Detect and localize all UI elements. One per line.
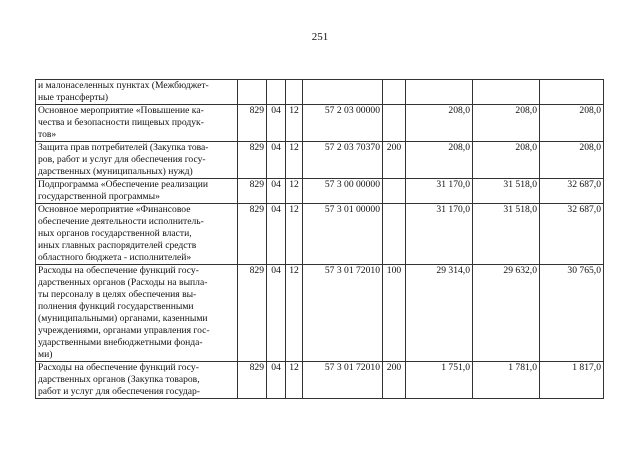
subsection-code-cell: 12 [286,105,303,142]
amount-year1-cell: 208,0 [406,105,473,142]
target-article-cell: 57 3 00 00000 [303,179,383,204]
target-article-cell: 57 3 01 00000 [303,204,383,265]
item-name-cell [36,142,238,179]
item-name-line: дарственных (муниципальных) нужд) [38,166,193,177]
item-name-line: Защита прав потребителей (Закупка това- [38,142,209,153]
target-article-cell: 57 2 03 00000 [303,105,383,142]
subsection-code-cell [286,80,303,105]
expense-type-cell [383,204,406,265]
item-name-line: ты персоналу в целях обеспечения вы- [38,289,197,300]
expense-type-cell [383,179,406,204]
item-name-line: Расходы на обеспечение функций госу- [38,362,199,373]
amount-year2-cell: 31 518,0 [473,179,540,204]
ministry-code-cell: 829 [238,204,267,265]
target-article-cell: 57 3 01 72010 [303,362,383,399]
section-code-cell: 04 [267,179,286,204]
item-name-line: дарственных органов (Расходы на выпла- [38,277,208,288]
amount-year1-cell: 1 751,0 [406,362,473,399]
item-name-line: и малонаселенных пунктах (Межбюджет- [38,80,209,91]
item-name-line: учреждениями, органами управления гос- [38,325,210,336]
amount-year3-cell: 1 817,0 [540,362,604,399]
item-name-cell [36,265,238,362]
target-article-cell [303,80,383,105]
table-row [36,265,604,362]
section-code-cell: 04 [267,105,286,142]
amount-year3-cell: 32 687,0 [540,204,604,265]
amount-year1-cell [406,80,473,105]
item-name-cell [36,80,238,105]
amount-year3-cell [540,80,604,105]
subsection-code-cell: 12 [286,265,303,362]
amount-year1-cell: 31 170,0 [406,179,473,204]
budget-table [35,79,604,399]
target-article-cell: 57 3 01 72010 [303,265,383,362]
item-name-line: областного бюджета - исполнителей» [38,252,192,263]
table-row [36,179,604,204]
item-name-line: (муниципальными) органами, казенными [38,313,208,324]
item-name-line: иных главных распорядителей средств [38,240,197,251]
amount-year1-cell: 29 314,0 [406,265,473,362]
table-row [36,204,604,265]
item-name-cell [36,179,238,204]
amount-year2-cell: 208,0 [473,105,540,142]
amount-year3-cell: 32 687,0 [540,179,604,204]
ministry-code-cell: 829 [238,142,267,179]
amount-year2-cell [473,80,540,105]
subsection-code-cell: 12 [286,204,303,265]
item-name-line: ные трансферты) [38,92,109,103]
amount-year3-cell: 30 765,0 [540,265,604,362]
item-name-cell [36,204,238,265]
item-name-cell [36,105,238,142]
item-name-line: Основное мероприятие «Повышение ка- [38,105,204,116]
section-code-cell: 04 [267,204,286,265]
section-code-cell: 04 [267,362,286,399]
page-number: 251 [311,31,329,43]
subsection-code-cell: 12 [286,179,303,204]
item-name-line: Расходы на обеспечение функций госу- [38,265,199,276]
amount-year2-cell: 31 518,0 [473,204,540,265]
item-name-line: тов» [38,129,57,140]
item-name-line: ми) [38,349,53,360]
target-article-cell: 57 2 03 70370 [303,142,383,179]
ministry-code-cell: 829 [238,179,267,204]
amount-year3-cell: 208,0 [540,142,604,179]
section-code-cell [267,80,286,105]
item-name-cell [36,362,238,399]
item-name-line: работ и услуг для обеспечения государ- [38,386,200,397]
amount-year2-cell: 208,0 [473,142,540,179]
ministry-code-cell [238,80,267,105]
expense-type-cell [383,105,406,142]
amount-year1-cell: 31 170,0 [406,204,473,265]
amount-year2-cell: 1 781,0 [473,362,540,399]
item-name-line: Основное мероприятие «Финансовое [38,204,191,215]
subsection-code-cell: 12 [286,362,303,399]
item-name-line: ударственными внебюджетными фонда- [38,337,203,348]
item-name-line: чества и безопасности пищевых продук- [38,117,204,128]
expense-type-cell: 200 [383,142,406,179]
item-name-line: государственной программы» [38,191,160,202]
expense-type-cell [383,80,406,105]
ministry-code-cell: 829 [238,265,267,362]
expense-type-cell: 200 [383,362,406,399]
subsection-code-cell: 12 [286,142,303,179]
section-code-cell: 04 [267,142,286,179]
amount-year3-cell: 208,0 [540,105,604,142]
amount-year1-cell: 208,0 [406,142,473,179]
ministry-code-cell: 829 [238,362,267,399]
item-name-line: ных органов государственной власти, [38,228,192,239]
item-name-line: дарственных органов (Закупка товаров, [38,374,200,385]
section-code-cell: 04 [267,265,286,362]
table-row [36,105,604,142]
ministry-code-cell: 829 [238,105,267,142]
item-name-line: полнения функций государственными [38,301,194,312]
table-row [36,142,604,179]
table-row [36,362,604,399]
expense-type-cell: 100 [383,265,406,362]
item-name-line: обеспечение деятельности исполнитель- [38,216,204,227]
table-row [36,80,604,105]
item-name-line: ров, работ и услуг для обеспечения госу- [38,154,206,165]
amount-year2-cell: 29 632,0 [473,265,540,362]
item-name-line: Подпрограмма «Обеспечение реализации [38,179,209,190]
